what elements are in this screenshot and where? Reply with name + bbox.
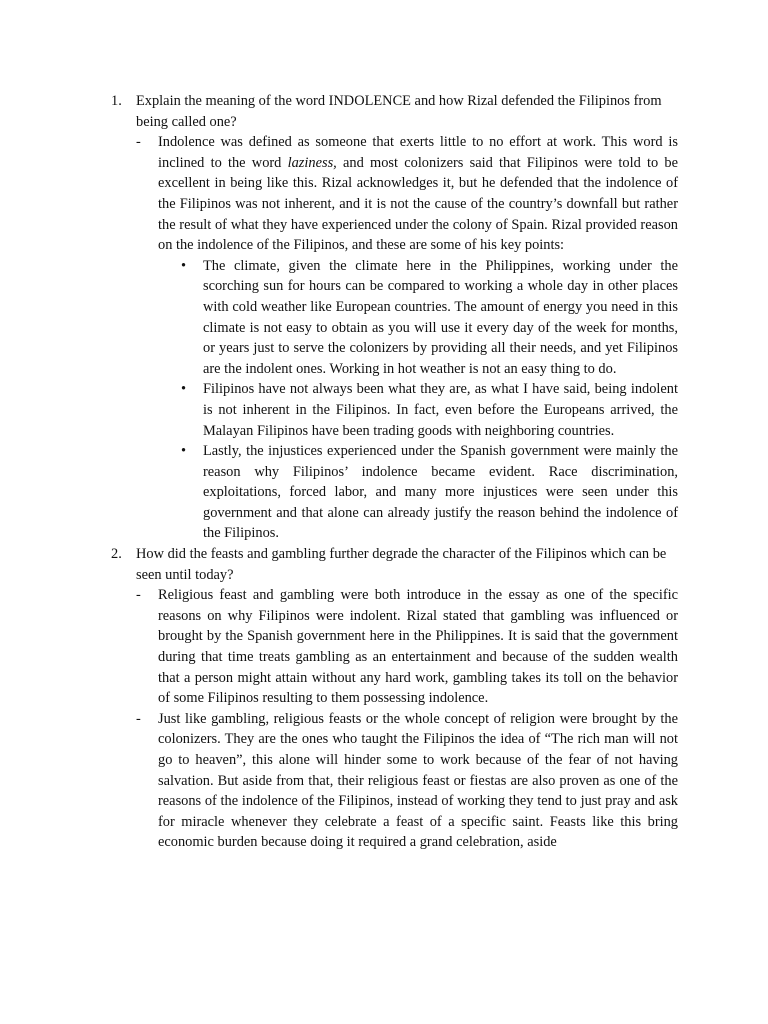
answer-italic-word: laziness, (287, 154, 337, 171)
bullet-item (181, 441, 678, 544)
answer-text-start: Indolence was defined as someone that exerts little to no effort at work. This word is inclined to the word (158, 134, 678, 171)
answer-text: Religious feast and gambling were both introduce in the essay as one of the specific reasons on why Filipinos were indolent. Rizal stated that gambling was influenced or brought by the Spanish government here in the Philippines. It is said that the government during that time treats gambling as an entertainment and because of the sudden wealth that a person might attain without any hard work, gambling takes its toll on the behavior of some Filipinos resulting to them possessing indolence. (158, 587, 678, 707)
question-text: How did the feasts and gambling further degrade the character of the Filipinos which can be seen until today? (136, 546, 667, 583)
bullet-text: The climate, given the climate here in the Philippines, working under the scorching sun for hours can be compared to working a whole day in other places with cold weather like European countries. The amount of energy you need in this climate is not easy to obtain as you will use it every day of the week for months, or years just to serve the colonizers by providing all their needs, and yet Filipinos are the indolent ones. Working in hot weather is not an easy thing to do. (203, 257, 678, 377)
bullet-item (181, 379, 678, 441)
answer-2b (136, 709, 678, 853)
dash-marker: - (136, 710, 141, 727)
question-2 (111, 544, 678, 585)
answer-text-end: and most colonizers said that Filipinos were told to be excellent in being like this. Rizal acknowledges it, but he defended that the indolence of the Filipinos was not inherent, and it is not the cause of the country’s downfall but rather the result of what they have experienced under the colony of Spain. Rizal provided reason on the indolence of the Filipinos, and these are some of his key points: (158, 154, 678, 254)
dash-marker: - (136, 134, 141, 151)
dash-marker: - (136, 587, 141, 604)
question-number: 1. (111, 93, 122, 109)
answer-2a (136, 585, 678, 709)
question-1 (111, 91, 678, 132)
answer-text: Just like gambling, religious feasts or the whole concept of religion were brought by the colonizers. They are the ones who taught the Filipinos the idea of “The rich man will not go to heaven”, this alone will hinder some to work because of the fear of not having salvation. But aside from that, their religious feast or fiestas are also proven as one of the reasons of the indolence of the Filipinos, instead of working they tend to just pray and ask for miracle whenever they celebrate a feast of a specific saint. Feasts like this bring economic burden because doing it required a grand celebration, aside (158, 710, 678, 851)
document-body (0, 91, 768, 853)
bullet-item (181, 256, 678, 380)
bullet-marker: • (181, 443, 187, 460)
bullet-text: Filipinos have not always been what they are, as what I have said, being indolent is not inherent in the Filipinos. In fact, even before the Europeans arrived, the Malayan Filipinos have been trading goods with neighboring countries. (203, 381, 678, 439)
question-number: 2. (111, 546, 122, 563)
bullet-marker: • (181, 257, 187, 274)
answer-1 (136, 132, 678, 256)
question-text: Explain the meaning of the word INDOLENCE and how Rizal defended the Filipinos from being called one? (136, 93, 662, 130)
bullet-text: Lastly, the injustices experienced under the Spanish government were mainly the reason why Filipinos’ indolence became evident. Race discrimination, exploitations, forced labor, and many more injustices were seen under this government and that alone can already justify the reason behind the indolence of the Filipinos. (203, 443, 678, 542)
bullet-marker: • (181, 381, 187, 398)
